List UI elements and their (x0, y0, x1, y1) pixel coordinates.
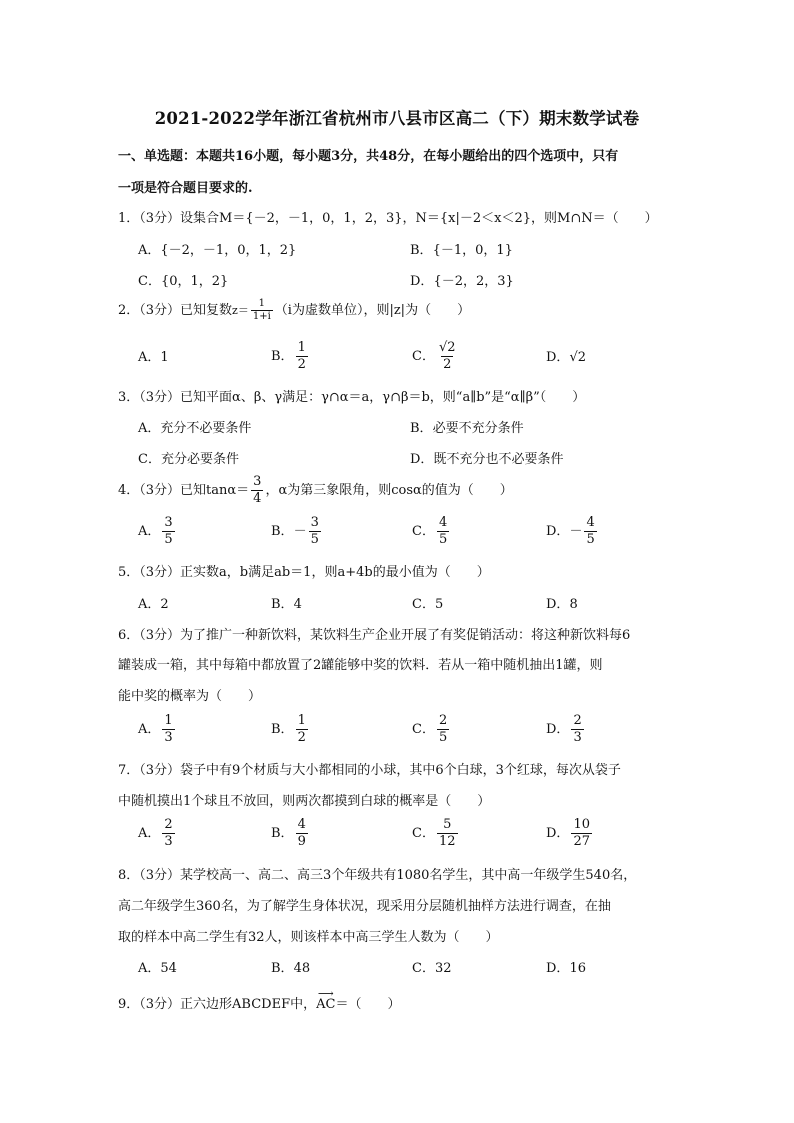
question-6-stem-line-3: 能中奖的概率为（ ） (118, 689, 262, 704)
question-6-stem-line-1: 6．（3分）为了推广一种新饮料，某饮料生产企业开展了有奖促销活动：将这种新饮料每6 (118, 628, 631, 643)
option-d[interactable]: D．√2 (546, 350, 586, 365)
question-7-options (138, 817, 698, 857)
question-9-stem: 9．（3分）正六边形ABCDEF中， ⟶ AC＝（ ） (118, 987, 401, 1012)
page-title: 2021-2022学年浙江省杭州市八县市区高二（下）期末数学试卷 (154, 109, 640, 128)
option-a[interactable]: A．1 (138, 350, 169, 365)
question-5-stem: 5．（3分）正实数a，b满足ab＝1，则a+4b的最小值为（ ） (118, 565, 490, 580)
option-b[interactable]: B． $\frac{1}{2}$ (271, 713, 306, 745)
option-b[interactable]: B．{－1，0，1} (410, 243, 513, 258)
section-heading-line-1: 一、单选题：本题共16小题，每小题3分，共48分，在每小题给出的四个选项中，只有 (118, 149, 619, 164)
question-8-stem-line-1: 8．（3分）某学校高一、高二、高三3个年级共有1080名学生，其中高一年级学生540名， (118, 868, 637, 883)
option-b[interactable]: B．48 (271, 961, 311, 976)
option-d[interactable]: D． $\frac{2}{3}$ (546, 713, 582, 745)
option-d[interactable]: D．8 (546, 597, 578, 612)
option-b[interactable]: B．4 (271, 597, 302, 612)
question-2-options (138, 340, 698, 380)
question-8-stem-line-2: 高二年级学生360名，为了解学生身体状况，现采用分层随机抽样方法进行调查，在抽 (118, 899, 611, 914)
question-4-options (138, 515, 698, 555)
option-a[interactable]: A．2 (138, 597, 169, 612)
vector-ac: ⟶ AC (316, 987, 336, 1012)
option-a[interactable]: A． $\frac{1}{3}$ (138, 713, 173, 745)
option-b[interactable]: B． $\frac{4}{9}$ (271, 817, 306, 849)
section-heading-line-2: 一项是符合题目要求的. (118, 181, 253, 196)
question-3-stem: 3．（3分）已知平面α、β、γ满足：γ∩α＝a，γ∩β＝b，则“a∥b”是“α∥β”（ ） (118, 390, 586, 405)
option-c[interactable]: C． $\frac{4}{5}$ (412, 515, 448, 547)
option-b[interactable]: B．必要不充分条件 (410, 421, 524, 436)
option-c[interactable]: C．{0，1，2} (138, 274, 229, 289)
option-c[interactable]: C．充分必要条件 (138, 452, 239, 467)
option-a[interactable]: A．54 (138, 961, 177, 976)
option-c[interactable]: C．32 (412, 961, 452, 976)
question-7-stem-line-2: 中随机摸出1个球且不放回，则两次都摸到白球的概率是（ ） (118, 794, 491, 809)
question-6-stem-line-2: 罐装成一箱，其中每箱中都放置了2罐能够中奖的饮料．若从一箱中随机抽出1罐，则 (118, 658, 603, 673)
option-d[interactable]: D．{－2，2，3} (410, 274, 514, 289)
vector-arrow-icon: ⟶ (317, 987, 334, 1000)
question-6-options (138, 713, 698, 753)
option-c[interactable]: C． $\frac{5}{12}$ (412, 817, 456, 849)
option-d[interactable]: D．16 (546, 961, 586, 976)
option-a[interactable]: A． $\frac{2}{3}$ (138, 817, 173, 849)
option-a[interactable]: A． $\frac{3}{5}$ (138, 515, 173, 547)
question-1-stem: 1．（3分）设集合M＝{－2，－1，0，1，2，3}，N＝{x|－2＜x＜2}，则M∩N＝（ ） (118, 211, 658, 226)
option-c[interactable]: C．5 (412, 597, 444, 612)
question-4-stem: 4．（3分）已知tanα＝ $\frac{3}{4}$ ，α为第三象限角，则cosα的值为（ ） (118, 474, 513, 506)
option-d[interactable]: D．－ $\frac{4}{5}$ (546, 515, 595, 547)
option-b[interactable]: B． $\frac{1}{2}$ (271, 340, 306, 372)
option-d[interactable]: D．既不充分也不必要条件 (410, 452, 564, 467)
option-b[interactable]: B．－ $\frac{3}{5}$ (271, 515, 319, 547)
option-c[interactable]: C． $\frac{2}{5}$ (412, 713, 448, 745)
fraction: $\frac{3}{4}$ (253, 474, 262, 506)
option-a[interactable]: A．{－2，－1，0，1，2} (138, 243, 297, 258)
question-2-stem: 2．（3分）已知复数z＝ $\frac{1}{1+i}$ （i为虚数单位），则|z|为（ ） (118, 298, 471, 322)
option-d[interactable]: D． $\frac{10}{27}$ (546, 817, 590, 849)
option-c[interactable]: C． $\frac{√2}{2}$ (412, 340, 456, 372)
option-a[interactable]: A．充分不必要条件 (138, 421, 252, 436)
question-7-stem-line-1: 7．（3分）袋子中有9个材质与大小都相同的小球，其中6个白球，3个红球，每次从袋子 (118, 763, 621, 778)
fraction: $\frac{1}{1+i}$ (252, 298, 271, 322)
question-8-stem-line-3: 取的样本中高二学生有32人，则该样本中高三学生人数为（ ） (118, 930, 499, 945)
